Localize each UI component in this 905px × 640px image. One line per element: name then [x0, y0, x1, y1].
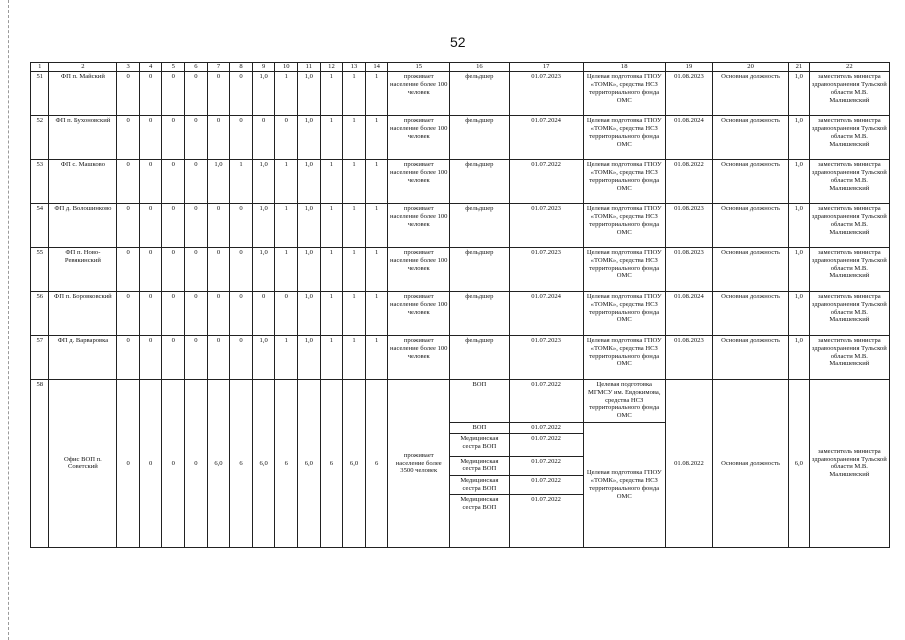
cell-col-10: 1 [275, 72, 298, 116]
cell-col-3: 0 [117, 204, 140, 248]
cell-col-12: 1 [320, 204, 343, 248]
cell-col-11: 1,0 [298, 336, 321, 380]
column-number-22: 22 [809, 63, 889, 72]
cell-col-22: заместитель министра здравоохранения Тульской области М.В. Малишевский [809, 379, 889, 547]
cell-col-19: 01.08.2022 [665, 379, 712, 547]
cell-col-5: 0 [162, 292, 185, 336]
cell-col-3: 0 [117, 292, 140, 336]
cell-col-10: 1 [275, 336, 298, 380]
cell-col-5: 0 [162, 116, 185, 160]
column-number-8: 8 [230, 63, 253, 72]
cell-col-4: 0 [139, 204, 162, 248]
cell-col-4: 0 [139, 336, 162, 380]
cell-col-22: заместитель министра здравоохранения Тульской области М.В. Малишевский [809, 72, 889, 116]
cell-col-16: фельдшер [450, 116, 510, 160]
cell-col-15: проживает население более 100 человек [388, 336, 450, 380]
cell-col-7: 0 [207, 116, 230, 160]
cell-col-16: ВОП [450, 379, 510, 422]
cell-col-17: 01.07.2023 [509, 248, 583, 292]
cell-col-8: 0 [230, 72, 253, 116]
cell-col-6: 0 [185, 379, 208, 547]
cell-col-22: заместитель министра здравоохранения Тульской области М.В. Малишевский [809, 204, 889, 248]
cell-col-14: 1 [365, 160, 388, 204]
cell-col-13: 1 [343, 72, 366, 116]
cell-col-12: 1 [320, 116, 343, 160]
table-row [31, 160, 890, 204]
cell-col-9: 1,0 [252, 248, 275, 292]
cell-col-1: 57 [31, 336, 49, 380]
cell-col-2: Офис ВОП п. Советский [49, 379, 117, 547]
cell-col-13: 1 [343, 292, 366, 336]
cell-col-21: 1,0 [789, 72, 810, 116]
cell-col-5: 0 [162, 379, 185, 547]
cell-col-4: 0 [139, 72, 162, 116]
table-row [31, 116, 890, 160]
cell-col-15: проживает население более 100 человек [388, 116, 450, 160]
cell-col-16: Медицинская сестра ВОП [450, 434, 510, 457]
cell-col-5: 0 [162, 72, 185, 116]
cell-col-21: 1,0 [789, 160, 810, 204]
cell-col-22: заместитель министра здравоохранения Тульской области М.В. Малишевский [809, 248, 889, 292]
column-number-20: 20 [713, 63, 789, 72]
cell-col-12: 1 [320, 248, 343, 292]
cell-col-1: 55 [31, 248, 49, 292]
cell-col-13: 1 [343, 116, 366, 160]
cell-col-15: проживает население более 100 человек [388, 160, 450, 204]
cell-col-10: 0 [275, 116, 298, 160]
cell-col-6: 0 [185, 116, 208, 160]
column-number-3: 3 [117, 63, 140, 72]
cell-col-11: 1,0 [298, 248, 321, 292]
cell-col-11: 1,0 [298, 116, 321, 160]
cell-col-6: 0 [185, 204, 208, 248]
cell-col-21: 6,0 [789, 379, 810, 547]
cell-col-8: 6 [230, 379, 253, 547]
table-row [31, 72, 890, 116]
cell-col-18: Целевая подготовка ГПОУ «ТОМК», средства НСЗ территориального фонда ОМС [583, 336, 665, 380]
cell-col-16: Медицинская сестра ВОП [450, 475, 510, 494]
cell-col-21: 1,0 [789, 204, 810, 248]
table-row [31, 336, 890, 380]
cell-col-8: 0 [230, 248, 253, 292]
cell-col-16: Медицинская сестра ВОП [450, 494, 510, 547]
column-number-7: 7 [207, 63, 230, 72]
cell-col-7: 1,0 [207, 160, 230, 204]
cell-col-3: 0 [117, 336, 140, 380]
cell-col-10: 1 [275, 248, 298, 292]
cell-col-17: 01.07.2022 [509, 160, 583, 204]
cell-col-12: 6 [320, 379, 343, 547]
cell-col-20: Основная должность [713, 379, 789, 547]
cell-col-20: Основная должность [713, 204, 789, 248]
column-number-19: 19 [665, 63, 712, 72]
cell-col-18: Целевая подготовка ГПОУ «ТОМК», средства НСЗ территориального фонда ОМС [583, 248, 665, 292]
cell-col-16: Медицинская сестра ВОП [450, 456, 510, 475]
cell-col-19: 01.08.2023 [665, 204, 712, 248]
cell-col-21: 1,0 [789, 116, 810, 160]
staffing-table [30, 62, 890, 548]
cell-col-18: Целевая подготовка ГПОУ «ТОМК», средства НСЗ территориального фонда ОМС [583, 292, 665, 336]
cell-col-22: заместитель министра здравоохранения Тульской области М.В. Малишевский [809, 292, 889, 336]
cell-col-15: проживает население более 100 человек [388, 204, 450, 248]
column-number-2: 2 [49, 63, 117, 72]
cell-col-20: Основная должность [713, 248, 789, 292]
cell-col-19: 01.08.2024 [665, 116, 712, 160]
cell-col-18: Целевая подготовка ГПОУ «ТОМК», средства НСЗ территориального фонда ОМС [583, 204, 665, 248]
cell-col-17: 01.07.2022 [509, 379, 583, 422]
cell-col-2: ФП п. Майский [49, 72, 117, 116]
cell-col-17: 01.07.2022 [509, 494, 583, 547]
cell-col-18: Целевая подготовка ГПОУ «ТОМК», средства НСЗ территориального фонда ОМС [583, 422, 665, 547]
column-number-17: 17 [509, 63, 583, 72]
cell-col-11: 1,0 [298, 292, 321, 336]
cell-col-4: 0 [139, 248, 162, 292]
column-number-13: 13 [343, 63, 366, 72]
cell-col-20: Основная должность [713, 292, 789, 336]
cell-col-2: ФП п. Боровковский [49, 292, 117, 336]
cell-col-3: 0 [117, 160, 140, 204]
cell-col-6: 0 [185, 72, 208, 116]
cell-col-22: заместитель министра здравоохранения Тульской области М.В. Малишевский [809, 116, 889, 160]
page-number: 52 [450, 34, 466, 50]
cell-col-10: 6 [275, 379, 298, 547]
cell-col-4: 0 [139, 379, 162, 547]
cell-col-9: 1,0 [252, 72, 275, 116]
cell-col-16: фельдшер [450, 248, 510, 292]
cell-col-14: 1 [365, 204, 388, 248]
cell-col-15: проживает население более 100 человек [388, 72, 450, 116]
cell-col-17: 01.07.2022 [509, 456, 583, 475]
cell-col-14: 1 [365, 292, 388, 336]
cell-col-12: 1 [320, 336, 343, 380]
cell-col-21: 1,0 [789, 336, 810, 380]
cell-col-11: 1,0 [298, 72, 321, 116]
column-number-10: 10 [275, 63, 298, 72]
cell-col-12: 1 [320, 292, 343, 336]
cell-col-19: 01.08.2023 [665, 336, 712, 380]
binding-margin-line [8, 0, 11, 640]
cell-col-4: 0 [139, 292, 162, 336]
cell-col-5: 0 [162, 160, 185, 204]
cell-col-16: фельдшер [450, 336, 510, 380]
cell-col-9: 6,0 [252, 379, 275, 547]
cell-col-7: 0 [207, 292, 230, 336]
cell-col-1: 54 [31, 204, 49, 248]
cell-col-5: 0 [162, 336, 185, 380]
table-row [31, 248, 890, 292]
cell-col-21: 1,0 [789, 248, 810, 292]
cell-col-16: фельдшер [450, 292, 510, 336]
cell-col-2: ФП с. Машково [49, 160, 117, 204]
cell-col-16: фельдшер [450, 204, 510, 248]
cell-col-9: 1,0 [252, 336, 275, 380]
cell-col-12: 1 [320, 72, 343, 116]
cell-col-10: 1 [275, 160, 298, 204]
cell-col-1: 52 [31, 116, 49, 160]
cell-col-20: Основная должность [713, 160, 789, 204]
column-number-14: 14 [365, 63, 388, 72]
cell-col-7: 0 [207, 72, 230, 116]
cell-col-17: 01.07.2024 [509, 116, 583, 160]
cell-col-9: 0 [252, 116, 275, 160]
cell-col-7: 6,0 [207, 379, 230, 547]
cell-col-9: 0 [252, 292, 275, 336]
cell-col-10: 1 [275, 204, 298, 248]
cell-col-19: 01.08.2022 [665, 160, 712, 204]
cell-col-7: 0 [207, 336, 230, 380]
cell-col-12: 1 [320, 160, 343, 204]
cell-col-10: 0 [275, 292, 298, 336]
cell-col-18: Целевая подготовка ГПОУ «ТОМК», средства НСЗ территориального фонда ОМС [583, 116, 665, 160]
cell-col-4: 0 [139, 116, 162, 160]
cell-col-3: 0 [117, 379, 140, 547]
table-row [31, 204, 890, 248]
cell-col-20: Основная должность [713, 336, 789, 380]
cell-col-16: фельдшер [450, 160, 510, 204]
column-number-1: 1 [31, 63, 49, 72]
cell-col-13: 1 [343, 336, 366, 380]
cell-col-16: фельдшер [450, 72, 510, 116]
cell-col-19: 01.08.2024 [665, 292, 712, 336]
cell-col-14: 1 [365, 336, 388, 380]
cell-col-17: 01.07.2023 [509, 72, 583, 116]
cell-col-11: 1,0 [298, 160, 321, 204]
cell-col-18: Целевая подготовка ГПОУ «ТОМК», средства НСЗ территориального фонда ОМС [583, 72, 665, 116]
cell-col-14: 1 [365, 116, 388, 160]
cell-col-22: заместитель министра здравоохранения Тульской области М.В. Малишевский [809, 160, 889, 204]
cell-col-15: проживает население более 100 человек [388, 248, 450, 292]
cell-col-11: 6,0 [298, 379, 321, 547]
column-number-4: 4 [139, 63, 162, 72]
cell-col-17: 01.07.2023 [509, 204, 583, 248]
cell-col-2: ФП п. Бухоновский [49, 116, 117, 160]
cell-col-21: 1,0 [789, 292, 810, 336]
column-number-5: 5 [162, 63, 185, 72]
table-row [31, 379, 890, 422]
cell-col-14: 1 [365, 248, 388, 292]
cell-col-13: 1 [343, 248, 366, 292]
cell-col-5: 0 [162, 204, 185, 248]
table-row [31, 292, 890, 336]
cell-col-8: 1 [230, 160, 253, 204]
cell-col-8: 0 [230, 292, 253, 336]
column-number-18: 18 [583, 63, 665, 72]
cell-col-17: 01.07.2022 [509, 475, 583, 494]
column-number-6: 6 [185, 63, 208, 72]
cell-col-20: Основная должность [713, 116, 789, 160]
cell-col-6: 0 [185, 160, 208, 204]
cell-col-1: 53 [31, 160, 49, 204]
cell-col-4: 0 [139, 160, 162, 204]
cell-col-18: Целевая подготовка ГПОУ «ТОМК», средства НСЗ территориального фонда ОМС [583, 160, 665, 204]
cell-col-13: 6,0 [343, 379, 366, 547]
column-number-12: 12 [320, 63, 343, 72]
cell-col-16: ВОП [450, 422, 510, 433]
column-number-9: 9 [252, 63, 275, 72]
column-number-11: 11 [298, 63, 321, 72]
cell-col-6: 0 [185, 292, 208, 336]
cell-col-3: 0 [117, 248, 140, 292]
cell-col-3: 0 [117, 116, 140, 160]
column-number-row [31, 63, 890, 72]
cell-col-2: ФП д. Волошинково [49, 204, 117, 248]
cell-col-14: 6 [365, 379, 388, 547]
cell-col-22: заместитель министра здравоохранения Тульской области М.В. Малишевский [809, 336, 889, 380]
column-number-15: 15 [388, 63, 450, 72]
cell-col-7: 0 [207, 204, 230, 248]
cell-col-1: 58 [31, 379, 49, 547]
cell-col-8: 0 [230, 116, 253, 160]
cell-col-9: 1,0 [252, 160, 275, 204]
cell-col-15: проживает население более 3500 человек [388, 379, 450, 547]
cell-col-1: 56 [31, 292, 49, 336]
cell-col-17: 01.07.2022 [509, 434, 583, 457]
cell-col-13: 1 [343, 204, 366, 248]
cell-col-17: 01.07.2022 [509, 422, 583, 433]
cell-col-6: 0 [185, 336, 208, 380]
cell-col-8: 0 [230, 336, 253, 380]
cell-col-14: 1 [365, 72, 388, 116]
column-number-16: 16 [450, 63, 510, 72]
cell-col-17: 01.07.2023 [509, 336, 583, 380]
cell-col-7: 0 [207, 248, 230, 292]
cell-col-8: 0 [230, 204, 253, 248]
cell-col-20: Основная должность [713, 72, 789, 116]
cell-col-5: 0 [162, 248, 185, 292]
cell-col-17: 01.07.2024 [509, 292, 583, 336]
cell-col-15: проживает население более 100 человек [388, 292, 450, 336]
cell-col-9: 1,0 [252, 204, 275, 248]
cell-col-2: ФП д. Варваровка [49, 336, 117, 380]
column-number-21: 21 [789, 63, 810, 72]
cell-col-19: 01.08.2023 [665, 72, 712, 116]
cell-col-13: 1 [343, 160, 366, 204]
cell-col-18: Целевая подготовка МГМСУ им. Евдокимова, средства НСЗ территориального фонда ОМС [583, 379, 665, 422]
cell-col-2: ФП п. Ново-Ревякинский [49, 248, 117, 292]
cell-col-11: 1,0 [298, 204, 321, 248]
cell-col-3: 0 [117, 72, 140, 116]
cell-col-1: 51 [31, 72, 49, 116]
cell-col-6: 0 [185, 248, 208, 292]
cell-col-19: 01.08.2023 [665, 248, 712, 292]
